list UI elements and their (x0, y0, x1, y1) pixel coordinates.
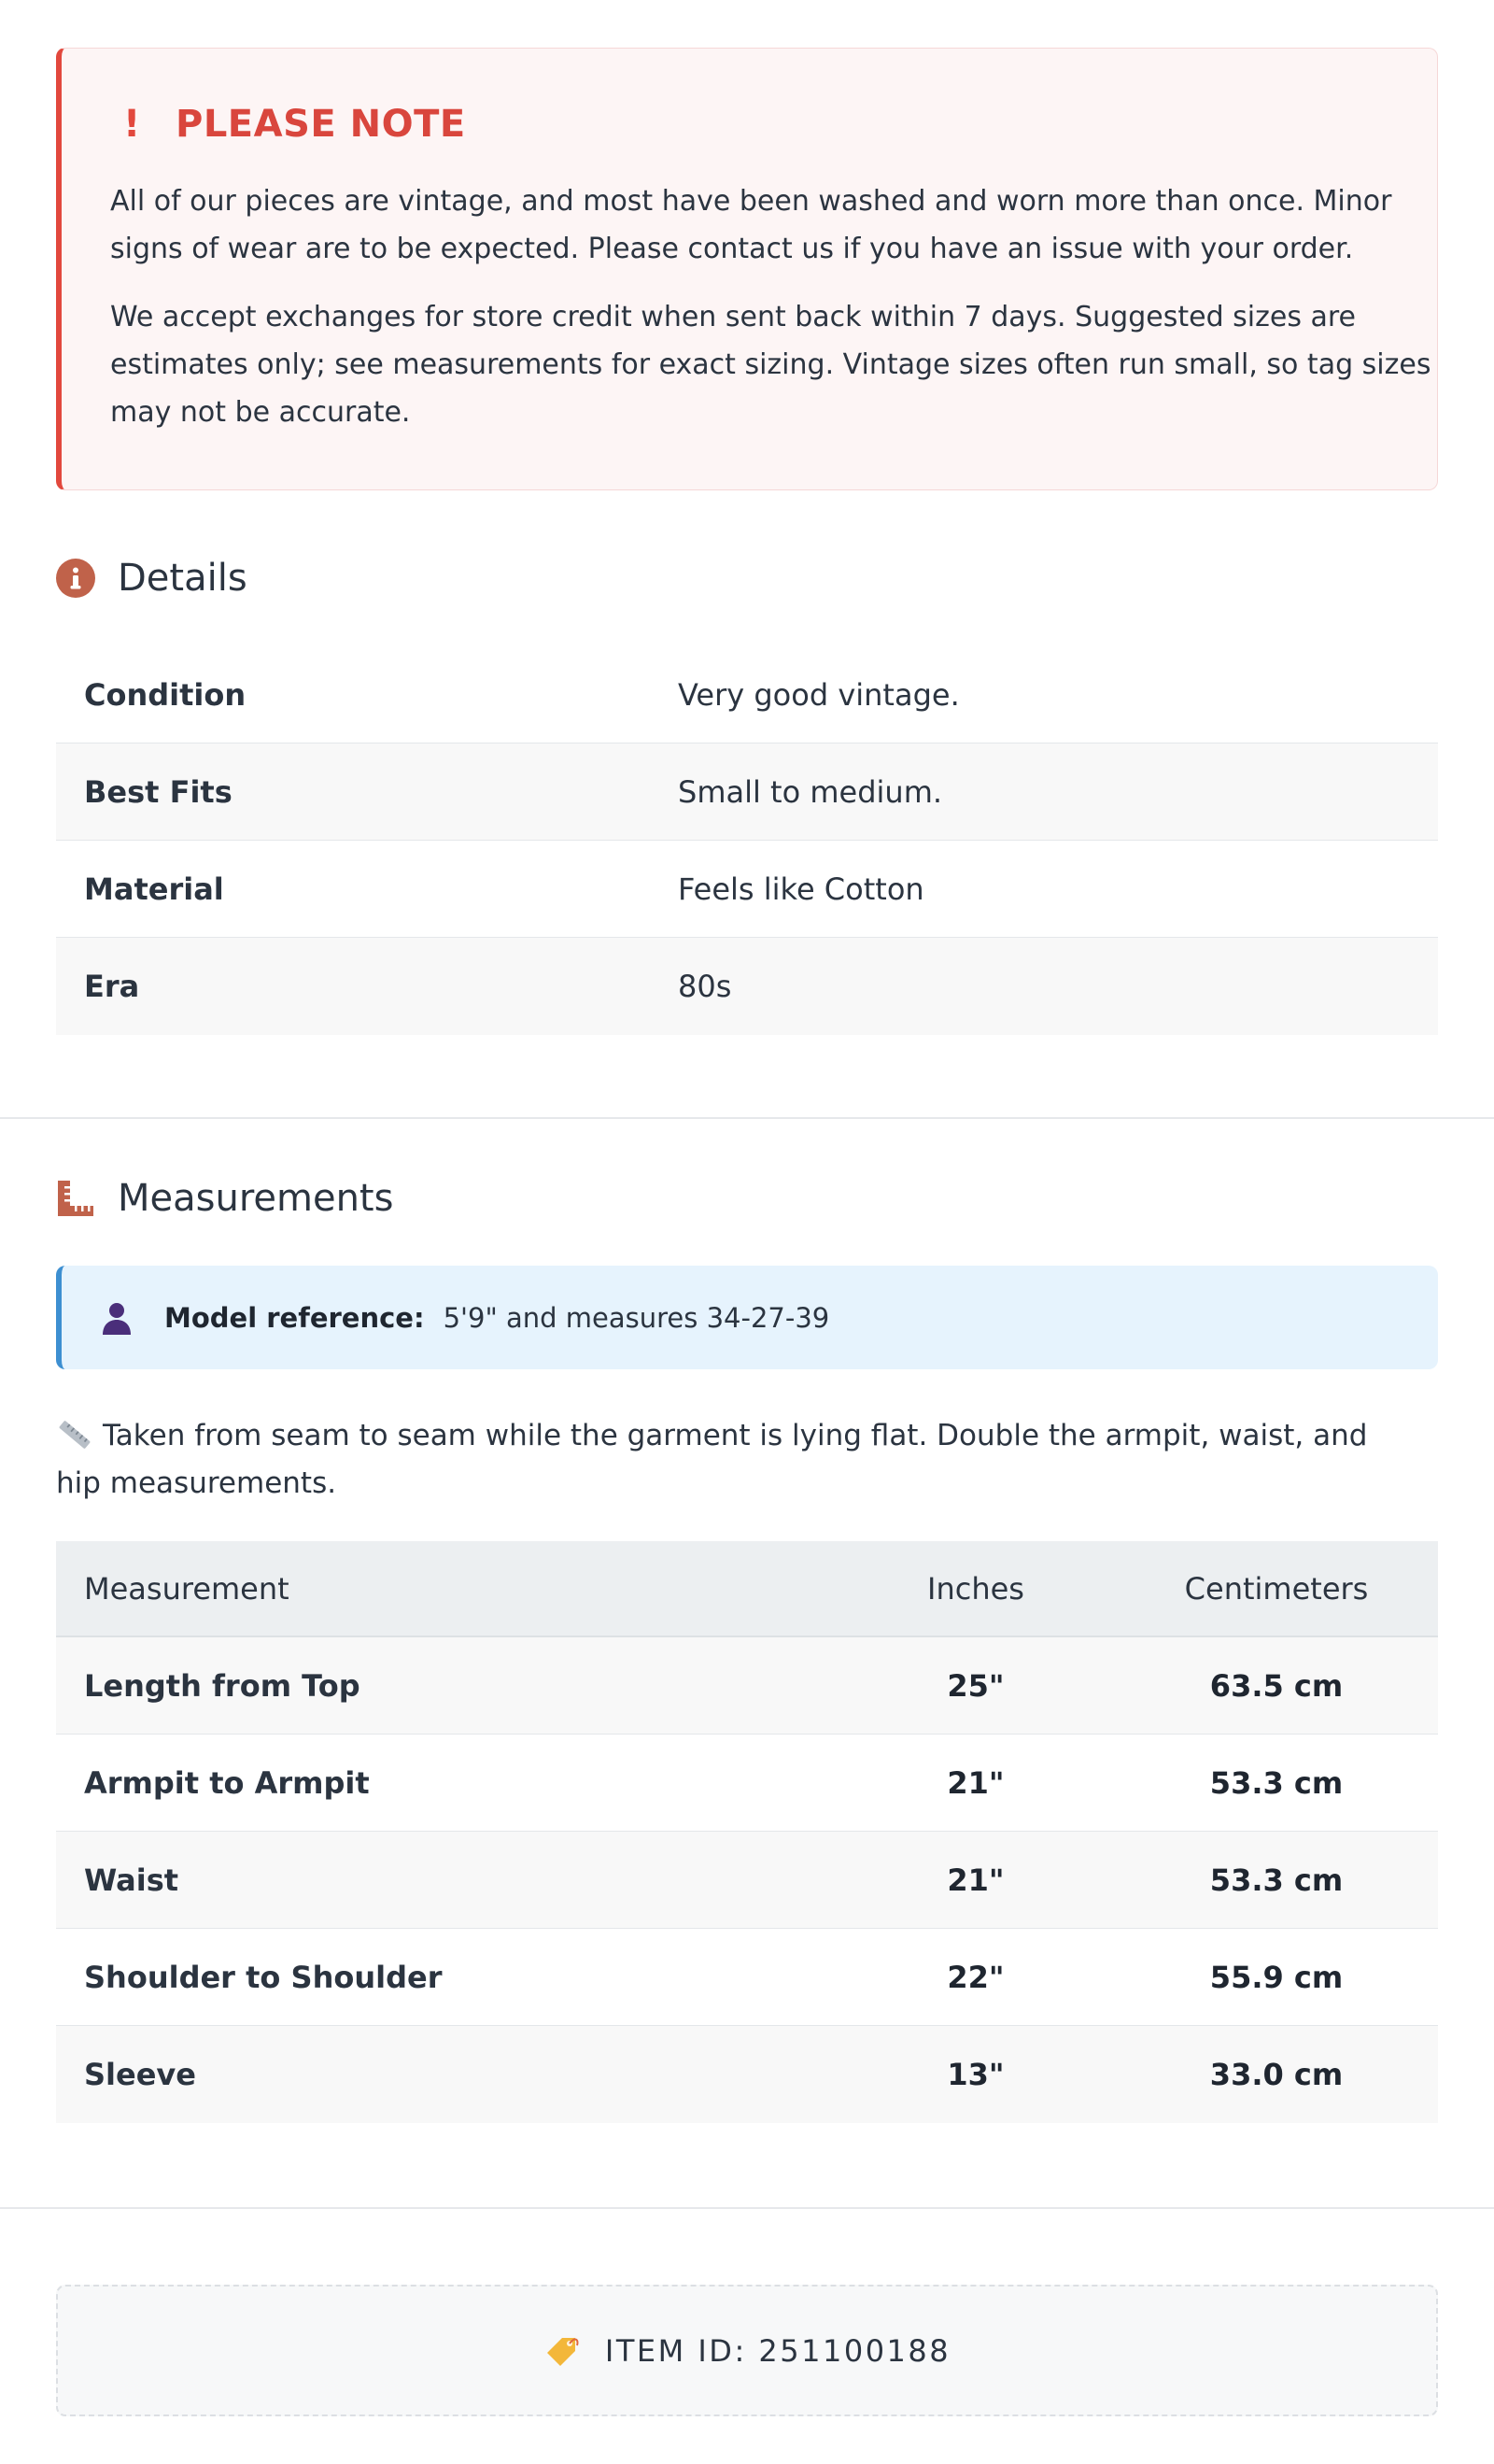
measurement-cm: 53.3 cm (1209, 1862, 1344, 1898)
measurement-inches: 21" (947, 1862, 1005, 1898)
measurement-cm: 53.3 cm (1209, 1764, 1344, 1801)
detail-label: Best Fits (84, 773, 233, 810)
measurement-inches: 13" (947, 2057, 1005, 2092)
model-reference-box (56, 1266, 1438, 1369)
notice-title: PLEASE NOTE (176, 103, 466, 146)
info-icon (56, 559, 95, 598)
details-row (56, 938, 1438, 1035)
detail-label: Material (84, 871, 224, 907)
ruler-icon (56, 1179, 95, 1218)
section-divider (0, 1117, 1494, 1119)
measurement-name: Waist (84, 1862, 179, 1898)
notice-paragraph: We accept exchanges for store credit when sent back within 7 days. Suggested sizes are estimates only; see measurements for exact sizing. Vintage sizes often run small, so tag sizes may not be accurate. (110, 301, 1431, 429)
details-header (56, 557, 247, 600)
details-row (56, 743, 1438, 841)
details-row (56, 646, 1438, 743)
table-row (56, 1637, 1438, 1735)
measurements-header (56, 1177, 393, 1220)
measurement-name: Armpit to Armpit (84, 1764, 370, 1801)
column-header-centimeters: Centimeters (1184, 1570, 1369, 1607)
item-id-text: ITEM ID: 251100188 (604, 2332, 951, 2369)
item-id-box (56, 2285, 1438, 2416)
table-row (56, 1735, 1438, 1832)
column-header-measurement: Measurement (84, 1570, 289, 1607)
column-header-inches: Inches (927, 1570, 1024, 1607)
measurement-inches: 22" (947, 1959, 1005, 1995)
table-header (56, 1541, 1438, 1637)
table-row (56, 2026, 1438, 2123)
measurement-cm: 63.5 cm (1209, 1667, 1344, 1704)
measurement-cm: 55.9 cm (1209, 1959, 1344, 1995)
table-row (56, 1929, 1438, 2026)
table-row (56, 1832, 1438, 1929)
measurement-inches: 25" (947, 1667, 1005, 1704)
exclamation-icon: ! (123, 103, 141, 146)
measurement-cm: 33.0 cm (1209, 2057, 1344, 2092)
measurement-inches: 21" (947, 1764, 1005, 1801)
measurements-table (56, 1541, 1438, 2123)
measurement-name: Shoulder to Shoulder (84, 1959, 443, 1995)
detail-value: 80s (678, 969, 732, 1004)
detail-value: Very good vintage. (678, 676, 960, 713)
notice-paragraph: All of our pieces are vintage, and most have been washed and worn more than once. Minor signs of wear are to be expected. Please contact us if you have an issue with your order. (110, 185, 1392, 265)
please-note-box (56, 48, 1438, 490)
details-row (56, 841, 1438, 938)
details-table (56, 646, 1438, 1035)
straight-ruler-icon (56, 1421, 93, 1449)
table-body (56, 1637, 1438, 2123)
details-title: Details (118, 557, 247, 600)
detail-value: Small to medium. (678, 773, 943, 810)
detail-value: Feels like Cotton (678, 871, 924, 907)
person-icon (99, 1300, 134, 1336)
section-divider (0, 2207, 1494, 2209)
model-reference-label: Model reference: (164, 1301, 425, 1334)
measurement-name: Sleeve (84, 2057, 196, 2092)
notice-header (110, 101, 1437, 148)
measurement-note (56, 1412, 1401, 1508)
model-reference-value: 5'9" and measures 34-27-39 (443, 1301, 830, 1334)
measurement-note-text: Taken from seam to seam while the garment is lying flat. Double the armpit, waist, and hip measurements. (56, 1419, 1368, 1500)
detail-label: Condition (84, 676, 247, 713)
tag-icon (543, 2332, 581, 2370)
detail-label: Era (84, 969, 140, 1004)
measurements-title: Measurements (118, 1177, 394, 1220)
measurement-name: Length from Top (84, 1667, 360, 1704)
